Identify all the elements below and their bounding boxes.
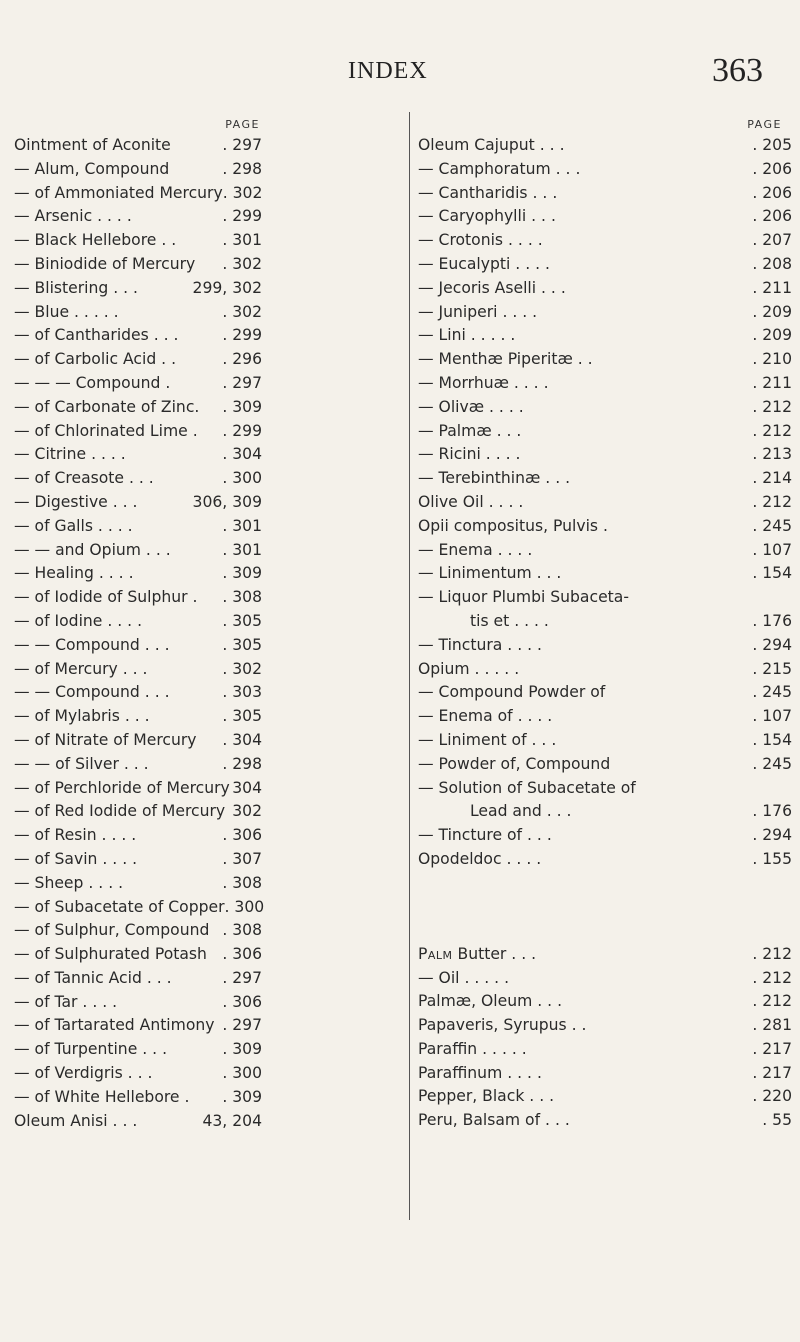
entry-name: — of Red Iodide of Mercury (14, 802, 226, 821)
entry-page: . 208 (752, 254, 792, 273)
entry-page: . 309 (222, 564, 262, 583)
index-entry (418, 467, 792, 491)
entry-name: — Healing . . . . (14, 564, 134, 583)
entry-name: — Compound Powder of (418, 683, 606, 702)
index-entry (418, 491, 792, 515)
entry-page: . 212 (752, 968, 792, 987)
entry-name: — Juniperi . . . . (418, 302, 538, 321)
entry-name: — Crotonis . . . . (418, 231, 543, 250)
entry-name: — of White Hellebore . (14, 1087, 190, 1106)
index-entry (14, 396, 262, 420)
index-entry (14, 182, 262, 206)
entry-name: — Ricini . . . . (418, 445, 521, 464)
running-title: INDEX (348, 58, 428, 84)
entry-page: . 294 (752, 826, 792, 845)
page-number: 363 (712, 52, 763, 89)
index-entry (14, 967, 262, 991)
index-entry (418, 777, 792, 801)
entry-page: . 213 (752, 445, 792, 464)
entry-page: . 294 (752, 635, 792, 654)
entry-name: — Liniment of . . . (418, 730, 557, 749)
entry-page: . 307 (222, 849, 262, 868)
entry-page: . 176 (752, 802, 792, 821)
index-entry (418, 443, 792, 467)
entry-name: — of Sulphurated Potash (14, 945, 207, 964)
entry-name: — Blistering . . . (14, 278, 139, 297)
index-entry (14, 420, 262, 444)
entry-name: — of Mylabris . . . (14, 707, 150, 726)
entry-name: — of Carbolic Acid . . (14, 350, 177, 369)
index-entry (418, 1085, 792, 1109)
index-list-left (14, 134, 406, 1133)
entry-page: . 207 (752, 231, 792, 250)
index-entry (14, 610, 262, 634)
entry-page: . 302 (222, 659, 262, 678)
entry-page: 304 (232, 778, 262, 797)
entry-page: . 212 (752, 397, 792, 416)
entry-page: . 308 (222, 588, 262, 607)
entry-name: — Enema . . . . (418, 540, 533, 559)
index-entry (14, 491, 262, 515)
index-entry (418, 610, 792, 634)
index-entry (14, 1086, 262, 1110)
entry-page: 299, 302 (192, 278, 262, 297)
index-entry (418, 420, 792, 444)
index-entry (418, 990, 792, 1014)
entry-page: . 297 (222, 373, 262, 392)
entry-name: Olive Oil . . . . (418, 492, 524, 511)
entry-name: — of Savin . . . . (14, 849, 138, 868)
entry-name: — of Turpentine . . . (14, 1040, 168, 1059)
entry-name: Ointment of Aconite (14, 136, 171, 154)
entry-page: . 299 (222, 207, 262, 226)
entry-page: . 298 (222, 159, 262, 178)
index-entry (14, 467, 262, 491)
index-entry (14, 753, 262, 777)
entry-page: . 297 (222, 968, 262, 987)
entry-page: . 306 (222, 945, 262, 964)
entry-page: . 306 (222, 826, 262, 845)
entry-name: — Camphoratum . . . (418, 159, 581, 178)
entry-name: — — Compound . . . (14, 683, 170, 702)
entry-name: — of Tar . . . . (14, 992, 118, 1011)
index-entry (418, 372, 792, 396)
index-entry (14, 324, 262, 348)
entry-page: . 281 (752, 1016, 792, 1035)
entry-name: Lead and . . . (470, 802, 572, 821)
page-column-label: PAGE (747, 118, 782, 131)
entry-name: — of Sulphur, Compound (14, 921, 210, 940)
entry-page: . 209 (752, 326, 792, 345)
index-entry (418, 205, 792, 229)
index-entry (14, 1110, 262, 1134)
index-entry (418, 800, 792, 824)
entry-page: . 298 (222, 754, 262, 773)
index-entry (14, 658, 262, 682)
index-entry (14, 1062, 262, 1086)
index-entry (14, 372, 262, 396)
index-entry (418, 324, 792, 348)
section-gap (418, 872, 796, 943)
entry-name: — of Tartarated Antimony (14, 1016, 215, 1035)
index-entry (418, 658, 792, 682)
entry-page: . 301 (222, 516, 262, 535)
entry-name: — — of Silver . . . (14, 754, 149, 773)
entry-page: . 214 (752, 469, 792, 488)
entry-page: . 309 (222, 397, 262, 416)
index-entry (418, 229, 792, 253)
entry-page: . 296 (222, 350, 262, 369)
index-column-right (418, 118, 796, 1133)
index-entry (418, 848, 792, 872)
entry-name: — of Resin . . . . (14, 826, 137, 845)
index-entry (14, 443, 262, 467)
entry-name: Pepper, Black . . . (418, 1087, 555, 1106)
entry-name: — of Subacetate of Copper (14, 897, 225, 916)
entry-page: . 302 (222, 302, 262, 321)
entry-page: . 301 (222, 540, 262, 559)
index-entry (14, 777, 262, 801)
entry-page: . 217 (752, 1063, 792, 1082)
entry-page: . 215 (752, 659, 792, 678)
entry-name: — of Iodine . . . . (14, 611, 143, 630)
entry-name: Opium . . . . . (418, 659, 520, 678)
index-entry (14, 134, 262, 158)
entry-name: — of Ammoniated Mercury (14, 183, 223, 202)
entry-page: . 304 (222, 445, 262, 464)
entry-page: . 306 (222, 992, 262, 1011)
index-entry (14, 848, 262, 872)
entry-page: . 301 (222, 231, 262, 250)
entry-name: — Cantharidis . . . (418, 183, 558, 202)
entry-page: . 308 (222, 921, 262, 940)
column-divider (409, 112, 410, 1220)
index-entry (418, 824, 792, 848)
entry-name: — Eucalypti . . . . (418, 254, 550, 273)
index-entry (418, 753, 792, 777)
index-entry (418, 158, 792, 182)
index-entry (418, 943, 792, 967)
index-entry (14, 348, 262, 372)
entry-page: . 245 (752, 683, 792, 702)
index-entry (418, 515, 792, 539)
index-entry (418, 253, 792, 277)
entry-name: — Alum, Compound (14, 159, 170, 178)
entry-name: — of Verdigris . . . (14, 1064, 153, 1083)
entry-name: — of Iodide of Sulphur . (14, 588, 198, 607)
index-entry (418, 681, 792, 705)
index-entry (14, 515, 262, 539)
index-entry (14, 562, 262, 586)
entry-name: Oleum Anisi . . . (14, 1111, 138, 1130)
index-entry (14, 634, 262, 658)
entry-page: . 206 (752, 183, 792, 202)
index-entry (14, 158, 262, 182)
entry-page: . 300 (222, 469, 262, 488)
index-entry (14, 253, 262, 277)
entry-name: Oleum Cajuput . . . (418, 136, 565, 154)
index-entry (14, 800, 262, 824)
entry-name: Paraffinum . . . . (418, 1063, 542, 1082)
entry-name: — of Nitrate of Mercury (14, 730, 197, 749)
index-entry (14, 301, 262, 325)
entry-page: . 210 (752, 350, 792, 369)
entry-name: — of Galls . . . . (14, 516, 133, 535)
entry-page: . 107 (752, 707, 792, 726)
entry-name: — — — Compound . (14, 373, 171, 392)
entry-name: — Morrhuæ . . . . (418, 373, 549, 392)
entry-page: . 297 (222, 136, 262, 154)
entry-page: . 245 (752, 516, 792, 535)
entry-page: . 211 (752, 278, 792, 297)
entry-page: . 309 (222, 1087, 262, 1106)
entry-name: — — Compound . . . (14, 635, 170, 654)
entry-name: — Arsenic . . . . (14, 207, 132, 226)
entry-page: . 299 (222, 326, 262, 345)
entry-page: . 303 (222, 683, 262, 702)
index-entry (14, 1014, 262, 1038)
index-entry (14, 729, 262, 753)
index-entry (14, 205, 262, 229)
index-entry (418, 539, 792, 563)
entry-name: — Oil . . . . . (418, 968, 510, 987)
entry-page: . 302 (222, 183, 263, 202)
entry-name: Peru, Balsam of . . . (418, 1111, 570, 1130)
entry-page: 306, 309 (192, 492, 262, 511)
entry-page: . 299 (222, 421, 262, 440)
index-entry (14, 919, 262, 943)
entry-name: — Powder of, Compound (418, 754, 611, 773)
page-column-label: PAGE (225, 118, 260, 131)
entry-page: . 206 (752, 207, 792, 226)
index-entry (14, 1038, 262, 1062)
entry-page: . 155 (752, 849, 792, 868)
entry-name: Opodeldoc . . . . (418, 849, 542, 868)
entry-name: Paraffin . . . . . (418, 1039, 527, 1058)
entry-name: — Citrine . . . . (14, 445, 126, 464)
entry-page: 43, 204 (202, 1111, 262, 1130)
entry-page: . 308 (222, 873, 262, 892)
entry-name: tis et . . . . (470, 611, 549, 630)
entry-page: . 212 (752, 992, 792, 1011)
index-entry (14, 586, 262, 610)
index-entry (418, 1109, 792, 1133)
entry-page: . 55 (762, 1111, 792, 1130)
entry-page: . 304 (222, 730, 262, 749)
entry-page: . 212 (752, 944, 792, 963)
entry-page: . 212 (752, 421, 792, 440)
index-entry (14, 229, 262, 253)
entry-name: — Lini . . . . . (418, 326, 516, 345)
entry-name: — of Chlorinated Lime . (14, 421, 198, 440)
page-header (0, 52, 800, 98)
entry-page: . 212 (752, 492, 792, 511)
entry-name: — Menthæ Piperitæ . . (418, 350, 593, 369)
entry-name: — of Carbonate of Zinc. (14, 397, 200, 416)
index-column-left (14, 118, 406, 1133)
entry-name: — of Perchloride of Mercury (14, 778, 230, 797)
index-entry (14, 705, 262, 729)
index-entry (418, 348, 792, 372)
entry-name: Butter . . . (452, 944, 537, 963)
entry-name: — Tincture of . . . (418, 826, 552, 845)
entry-name: — Olivæ . . . . (418, 397, 524, 416)
entry-name: — Palmæ . . . (418, 421, 522, 440)
entry-name: — Tinctura . . . . (418, 635, 543, 654)
entry-page: 302 (232, 802, 262, 821)
entry-page: . 206 (752, 159, 792, 178)
entry-page: . 176 (752, 611, 792, 630)
index-entry (14, 896, 265, 920)
entry-page: . 305 (222, 611, 262, 630)
entry-page: . 245 (752, 754, 792, 773)
entry-page: . 154 (752, 730, 792, 749)
entry-page: . 217 (752, 1039, 792, 1058)
entry-page: . 305 (222, 707, 262, 726)
index-entry (418, 1038, 792, 1062)
index-entry (418, 586, 792, 610)
entry-heading-smallcaps: Palm (418, 944, 453, 963)
entry-name: — of Tannic Acid . . . (14, 968, 172, 987)
index-entry (14, 824, 262, 848)
entry-name: — Linimentum . . . (418, 564, 562, 583)
entry-page: . 205 (752, 136, 792, 154)
index-entry (418, 562, 792, 586)
index-entry (14, 943, 262, 967)
entry-page: . 302 (222, 254, 262, 273)
index-entry (418, 277, 792, 301)
entry-name: — Sheep . . . . (14, 873, 124, 892)
entry-page: . 300 (222, 1064, 262, 1083)
index-entry (418, 134, 792, 158)
entry-page: . 309 (222, 1040, 262, 1059)
index-entry (418, 396, 792, 420)
entry-name: — Solution of Subacetate of (418, 778, 636, 797)
index-entry (418, 634, 792, 658)
index-entry (14, 872, 262, 896)
entry-name: Papaveris, Syrupus . . (418, 1016, 587, 1035)
entry-name: — Terebinthinæ . . . (418, 469, 571, 488)
index-list-right-top (418, 134, 796, 872)
entry-page: . 211 (752, 373, 792, 392)
entry-name: — Jecoris Aselli . . . (418, 278, 566, 297)
index-entry (14, 681, 262, 705)
entry-name: — Biniodide of Mercury (14, 254, 196, 273)
index-entry (418, 729, 792, 753)
entry-page: . 107 (752, 540, 792, 559)
entry-page: . 154 (752, 564, 792, 583)
entry-name: — Caryophylli . . . (418, 207, 556, 226)
index-entry (418, 705, 792, 729)
index-entry (418, 1062, 792, 1086)
entry-page: . 300 (224, 897, 265, 916)
entry-name: — of Cantharides . . . (14, 326, 179, 345)
entry-page: . 305 (222, 635, 262, 654)
index-entry (418, 182, 792, 206)
index-entry (418, 301, 792, 325)
entry-name: — of Mercury . . . (14, 659, 148, 678)
entry-page: . 209 (752, 302, 792, 321)
entry-page: . 297 (222, 1016, 262, 1035)
entry-name: — Black Hellebore . . (14, 231, 177, 250)
entry-name: — — and Opium . . . (14, 540, 171, 559)
entry-name: — of Creasote . . . (14, 469, 154, 488)
index-entry (14, 277, 262, 301)
entry-name: — Digestive . . . (14, 492, 138, 511)
entry-name: Palmæ, Oleum . . . (418, 992, 563, 1011)
entry-name: — Liquor Plumbi Subaceta- (418, 588, 629, 607)
entry-name: — Enema of . . . . (418, 707, 553, 726)
index-list-right-bottom (418, 943, 796, 1133)
index-entry (14, 991, 262, 1015)
index-entry (418, 1014, 792, 1038)
entry-page: . 220 (752, 1087, 792, 1106)
index-entry (418, 967, 792, 991)
entry-name: Opii compositus, Pulvis . (418, 516, 608, 535)
entry-name: — Blue . . . . . (14, 302, 119, 321)
index-entry (14, 539, 262, 563)
